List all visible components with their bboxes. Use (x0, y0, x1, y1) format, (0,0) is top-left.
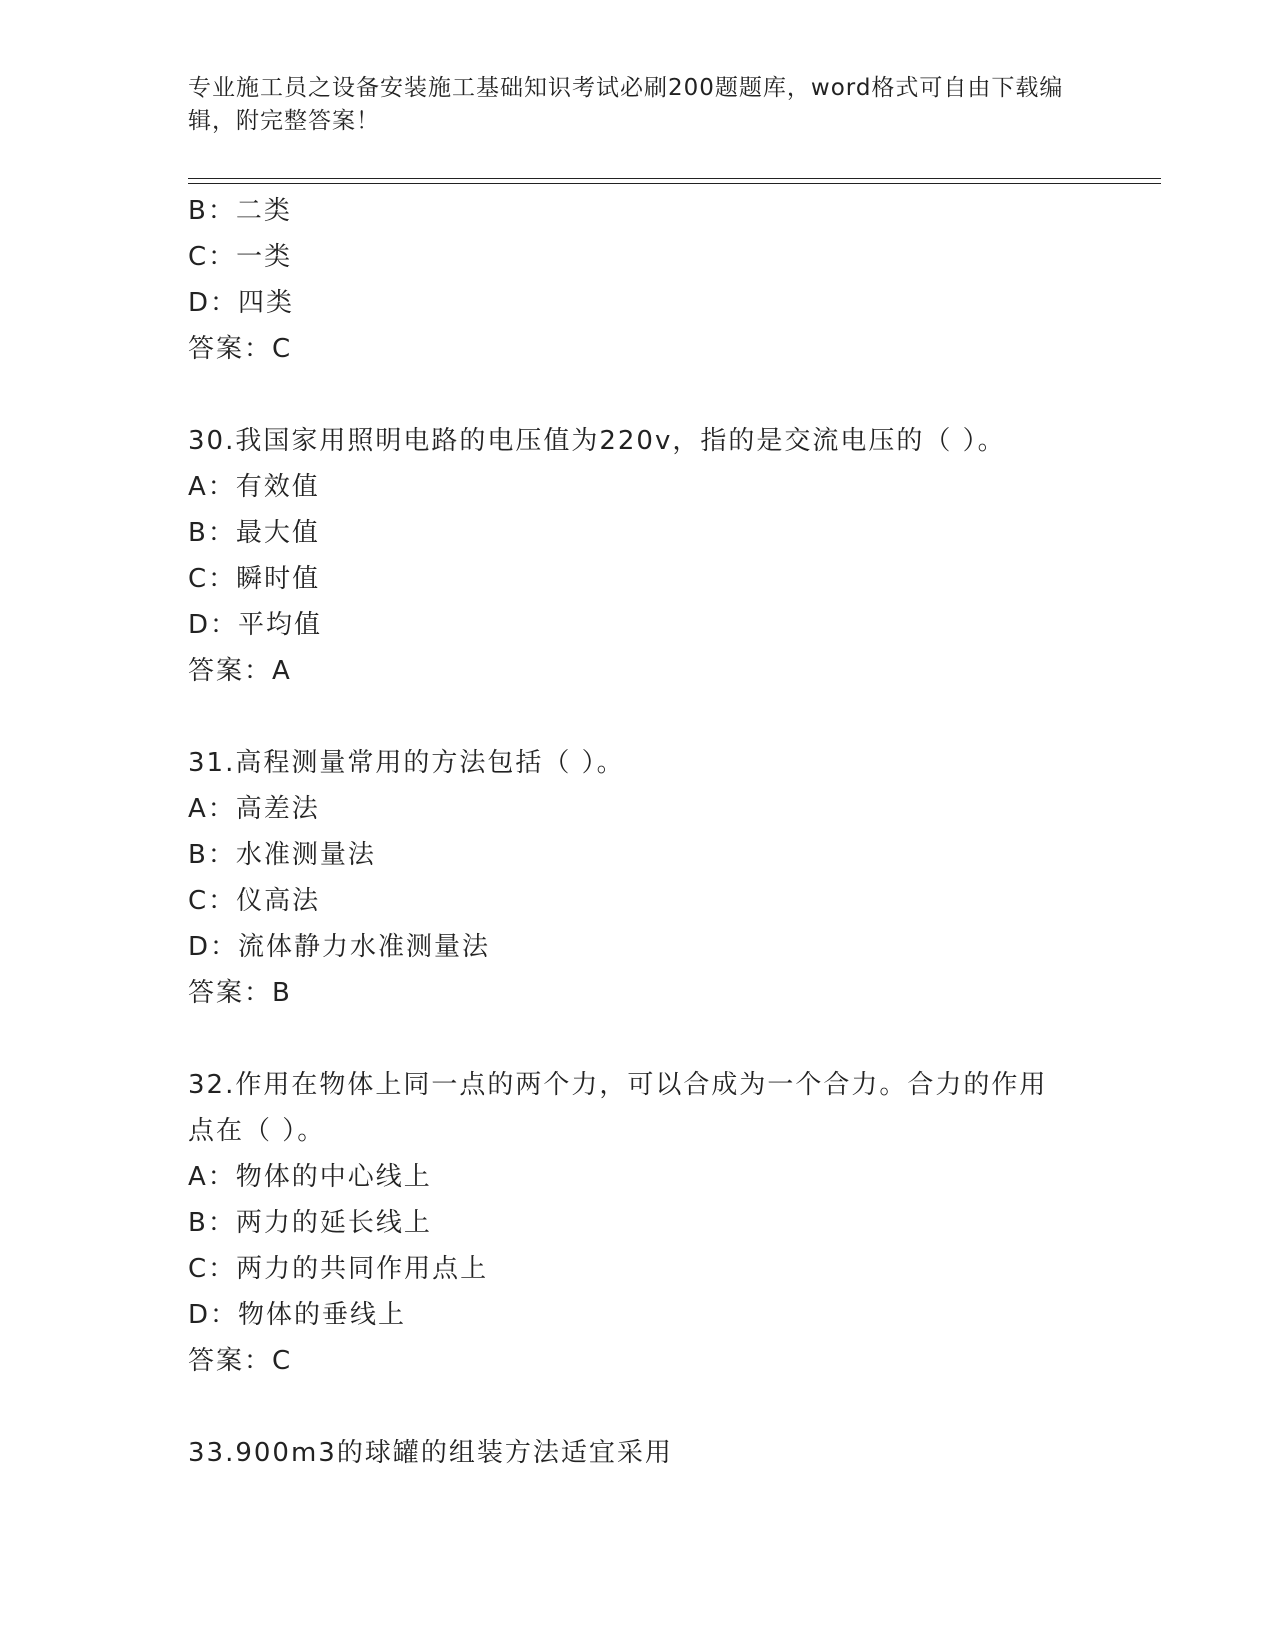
header-rule-bottom (188, 183, 1161, 184)
question-content (188, 188, 1088, 1476)
question-stem: 31.高程测量常用的方法包括（ ）。 (188, 748, 625, 778)
option-b: B：两力的延长线上 (188, 1208, 432, 1238)
option-c: C：仪高法 (188, 886, 321, 916)
question-stem-line-2: 点在（ ）。 (188, 1116, 326, 1146)
answer: 答案：C (188, 334, 293, 364)
option-a: A：物体的中心线上 (188, 1162, 432, 1192)
option-b: B：二类 (188, 196, 292, 226)
option-c: C：两力的共同作用点上 (188, 1254, 489, 1284)
option-c: C：一类 (188, 242, 293, 272)
answer: 答案：A (188, 656, 292, 686)
question-stem: 33.900m3的球罐的组装方法适宜采用 (188, 1438, 673, 1468)
option-d: D：平均值 (188, 610, 323, 640)
question-stem-line-1: 32.作用在物体上同一点的两个力，可以合成为一个合力。合力的作用 (188, 1070, 1048, 1100)
question-31 (188, 740, 1088, 1016)
option-a: A：有效值 (188, 472, 320, 502)
question-30 (188, 418, 1088, 694)
answer: 答案：B (188, 978, 292, 1008)
option-c: C：瞬时值 (188, 564, 321, 594)
option-d: D：流体静力水准测量法 (188, 932, 491, 962)
question-32 (188, 1062, 1088, 1384)
document-header: 专业施工员之设备安装施工基础知识考试必刷200题题库，word格式可自由下载编辑，附完整答案！ (188, 75, 1064, 134)
option-a: A：高差法 (188, 794, 320, 824)
option-b: B：最大值 (188, 518, 320, 548)
option-b: B：水准测量法 (188, 840, 376, 870)
option-d: D：四类 (188, 288, 295, 318)
header-rule-top (188, 178, 1161, 179)
answer: 答案：C (188, 1346, 293, 1376)
option-d: D：物体的垂线上 (188, 1300, 407, 1330)
prev-question (188, 188, 1088, 372)
question-33 (188, 1430, 1088, 1476)
question-stem: 30.我国家用照明电路的电压值为220v，指的是交流电压的（ ）。 (188, 426, 1006, 456)
